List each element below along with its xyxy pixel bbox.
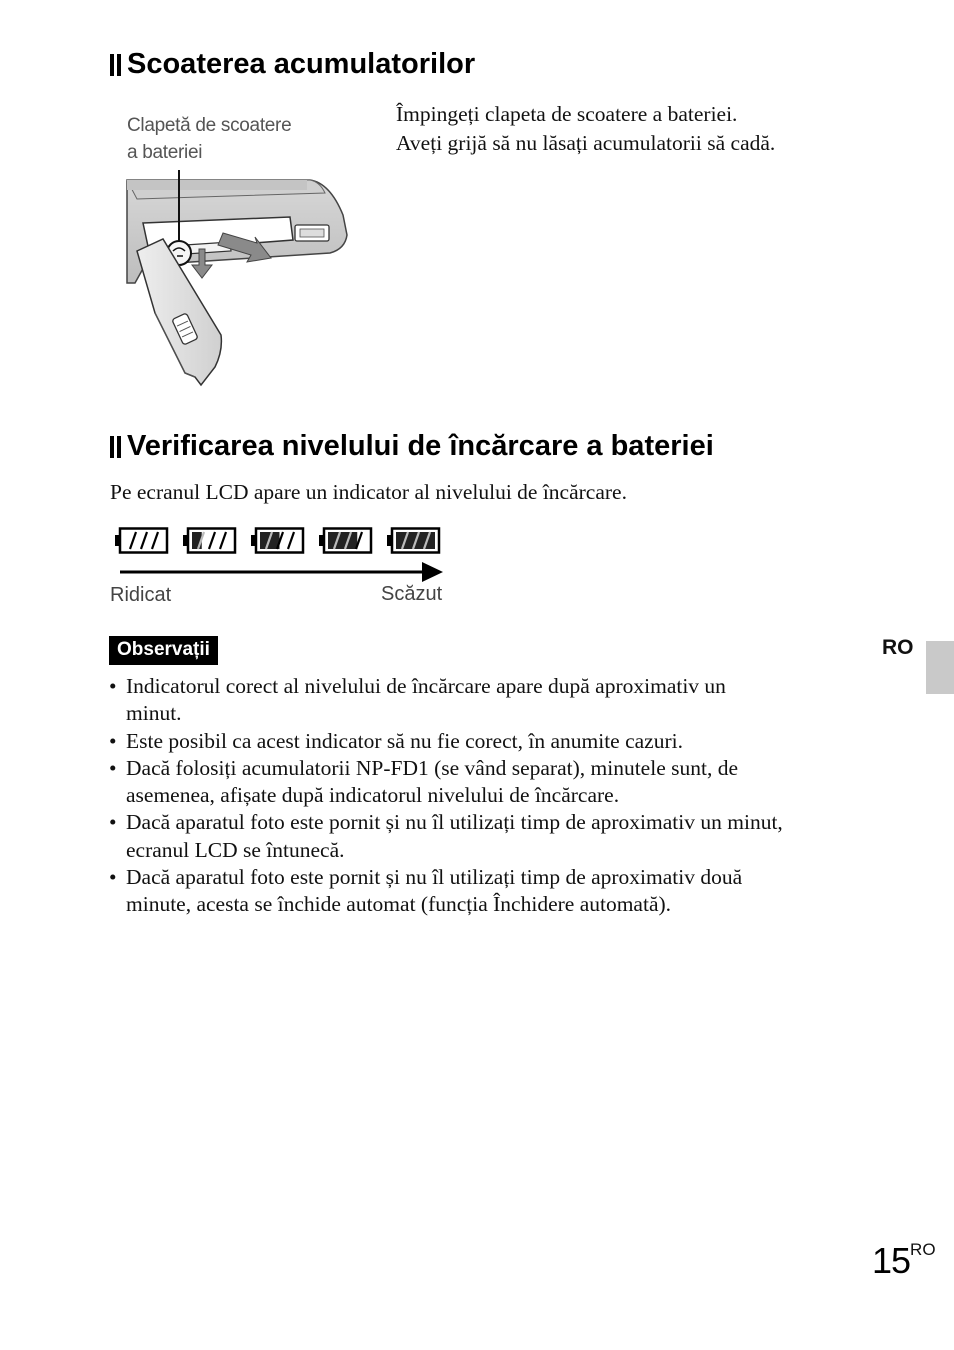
battery-medium-icon [251, 527, 305, 554]
section-title-text: Verificarea nivelului de încărcare a bateriei [127, 430, 714, 462]
callout-label [127, 112, 291, 166]
instruction-line-1: Împingeți clapeta de scoatere a bateriei. [396, 102, 738, 126]
level-scale-arrow [120, 561, 445, 583]
note-line: minut. [126, 701, 182, 726]
language-tab-marker [926, 641, 954, 694]
remove-battery-instructions [396, 100, 775, 158]
page-number [872, 1240, 936, 1282]
callout-line-2: a bateriei [127, 142, 203, 163]
battery-level-indicators [115, 527, 455, 555]
language-tab-label: RO [882, 636, 914, 659]
note-item [109, 728, 879, 755]
note-line: ecranul LCD se întunecă. [126, 837, 345, 862]
note-item [109, 809, 879, 864]
notes-heading-badge: Observații [109, 636, 218, 665]
note-item [109, 755, 879, 810]
bullet-icon: • [109, 674, 117, 698]
note-line: Este posibil ca acest indicator să nu fie corect, în anumite cazuri. [126, 728, 683, 753]
note-line: Dacă aparatul foto este pornit și nu îl utilizați timp de aproximativ un minut, [126, 810, 783, 835]
note-line: asemenea, afișate după indicatorul nivelului de încărcare. [126, 783, 620, 808]
note-item [109, 864, 879, 919]
camera-battery-illustration [125, 165, 355, 395]
battery-intro-text: Pe ecranul LCD apare un indicator al nivelului de încărcare. [110, 480, 627, 504]
note-line: minute, acesta se închide automat (funcția Închidere automată). [126, 892, 672, 917]
section-title-check-battery [110, 430, 714, 463]
scale-label-low: Scăzut [381, 583, 443, 605]
battery-low-icon [319, 527, 373, 554]
page-number-suffix: RO [910, 1240, 936, 1259]
battery-empty-icon [387, 527, 441, 554]
section-marker-icon [110, 436, 121, 458]
notes-list [109, 673, 879, 919]
bullet-icon: • [109, 755, 117, 780]
bullet-icon: • [109, 810, 117, 835]
page-number-value: 15 [872, 1240, 911, 1281]
instruction-line-2: Aveți grijă să nu lăsați acumulatorii să cadă. [396, 131, 776, 155]
section-title-text: Scoaterea acumulatorilor [127, 48, 476, 80]
bullet-icon: • [109, 728, 117, 753]
battery-high-icon [183, 527, 237, 554]
note-line: Indicatorul corect al nivelului de încărcare apare după aproximativ un [126, 674, 726, 698]
note-line: Dacă folosiți acumulatorii NP-FD1 (se vând separat), minutele sunt, de [126, 755, 738, 780]
note-item [109, 673, 879, 728]
scale-label-high: Ridicat [110, 584, 172, 606]
note-line: Dacă aparatul foto este pornit și nu îl utilizați timp de aproximativ două [126, 865, 743, 890]
section-title-remove-battery [110, 48, 475, 81]
bullet-icon: • [109, 865, 117, 890]
battery-full-icon [115, 527, 169, 554]
callout-line-1: Clapetă de scoatere [127, 115, 292, 136]
section-marker-icon [110, 54, 121, 76]
